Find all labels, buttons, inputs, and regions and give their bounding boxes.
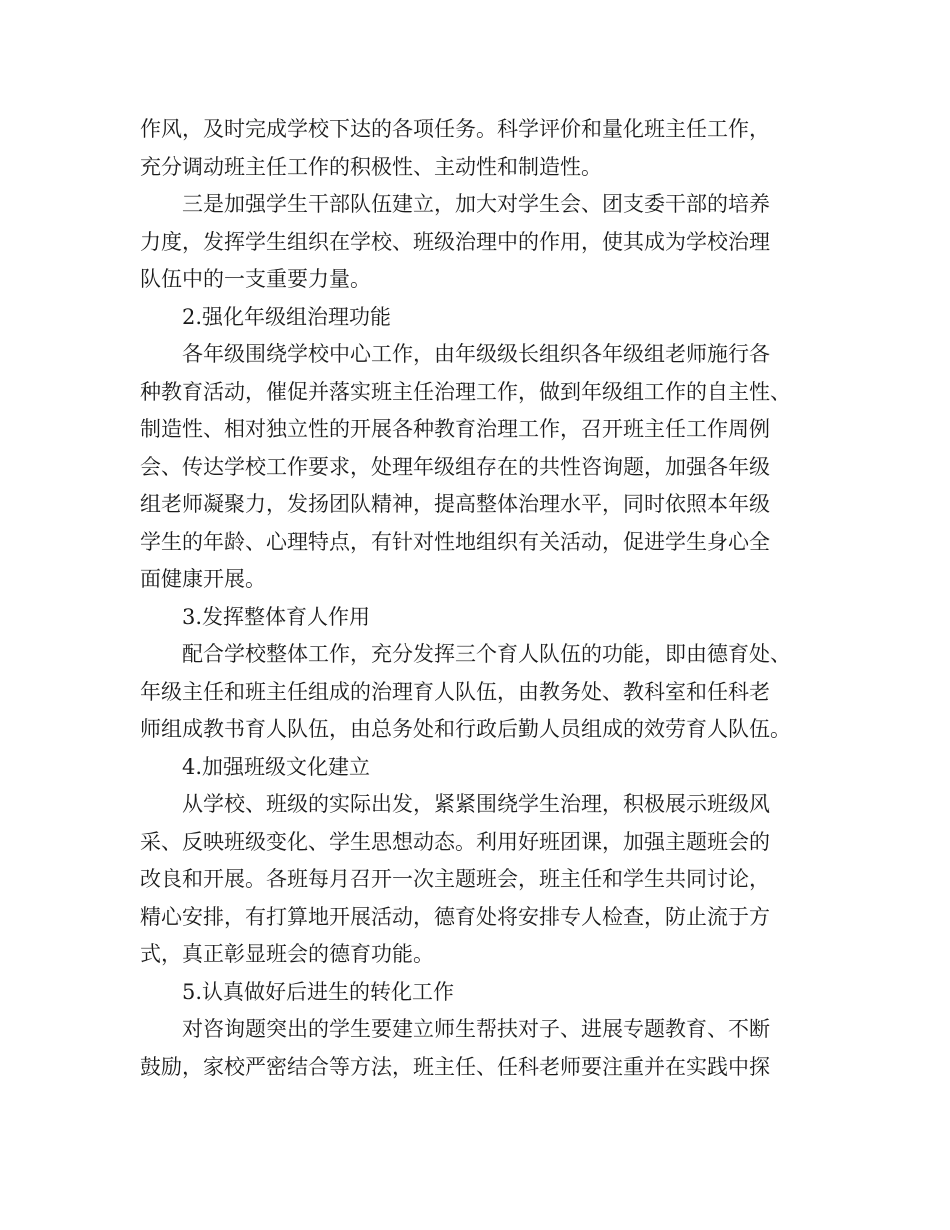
paragraph-line: 各年级围绕学校中心工作，由年级级长组织各年级组老师施行各 — [182, 342, 770, 366]
paragraph-line: 年级主任和班主任组成的治理育人队伍，由教务处、教科室和任科老 — [140, 679, 770, 704]
paragraph-line: 制造性、相对独立性的开展各种教育治理工作，召开班主任工作周例 — [140, 417, 770, 441]
paragraph-line: 师组成教书育人队伍，由总务处和行政后勤人员组成的效劳育人队伍。 — [140, 717, 791, 741]
paragraph-line: 三是加强学生干部队伍建立，加大对学生会、团支委干部的培养 — [182, 192, 770, 216]
paragraph-line: 组老师凝聚力，发扬团队精神，提高整体治理水平，同时依照本年级 — [140, 492, 770, 516]
paragraph-line: 学生的年龄、心理特点，有针对性地组织有关活动，促进学生身心全 — [140, 529, 770, 554]
section-heading: 5.认真做好后进生的转化工作 — [182, 979, 455, 1004]
section-heading: 3.发挥整体育人作用 — [182, 604, 371, 629]
paragraph-line: 会、传达学校工作要求，处理年级组存在的共性咨询题，加强各年级 — [140, 454, 770, 479]
paragraph-line: 精心安排，有打算地开展活动，德育处将安排专人检查，防止流于方 — [140, 904, 770, 929]
section-heading: 4.加强班级文化建立 — [182, 754, 371, 779]
paragraph-line: 鼓励，家校严密结合等方法，班主任、任科老师要注重并在实践中探 — [140, 1054, 770, 1079]
paragraph-line: 种教育活动，催促并落实班主任治理工作，做到年级组工作的自主性、 — [140, 379, 791, 404]
paragraph-line: 式，真正彰显班会的德育功能。 — [140, 942, 434, 966]
paragraph-line: 队伍中的一支重要力量。 — [140, 267, 371, 291]
paragraph-line: 配合学校整体工作，充分发挥三个育人队伍的功能，即由德育处、 — [182, 642, 791, 666]
paragraph-line: 充分调动班主任工作的积极性、主动性和制造性。 — [140, 154, 602, 179]
paragraph-line: 力度，发挥学生组织在学校、班级治理中的作用，使其成为学校治理 — [140, 229, 770, 254]
paragraph-line: 改良和开展。各班每月召开一次主题班会，班主任和学生共同讨论， — [140, 867, 770, 891]
paragraph-line: 对咨询题突出的学生要建立师生帮扶对子、进展专题教育、不断 — [182, 1017, 770, 1041]
document-body — [140, 111, 830, 1086]
section-heading: 2.强化年级组治理功能 — [182, 304, 392, 329]
paragraph-line: 采、反映班级变化、学生思想动态。利用好班团课，加强主题班会的 — [140, 829, 770, 854]
paragraph-line: 从学校、班级的实际出发，紧紧围绕学生治理，积极展示班级风 — [182, 792, 770, 816]
paragraph-line: 面健康开展。 — [140, 567, 266, 591]
paragraph-line: 作风，及时完成学校下达的各项任务。科学评价和量化班主任工作， — [140, 117, 770, 141]
